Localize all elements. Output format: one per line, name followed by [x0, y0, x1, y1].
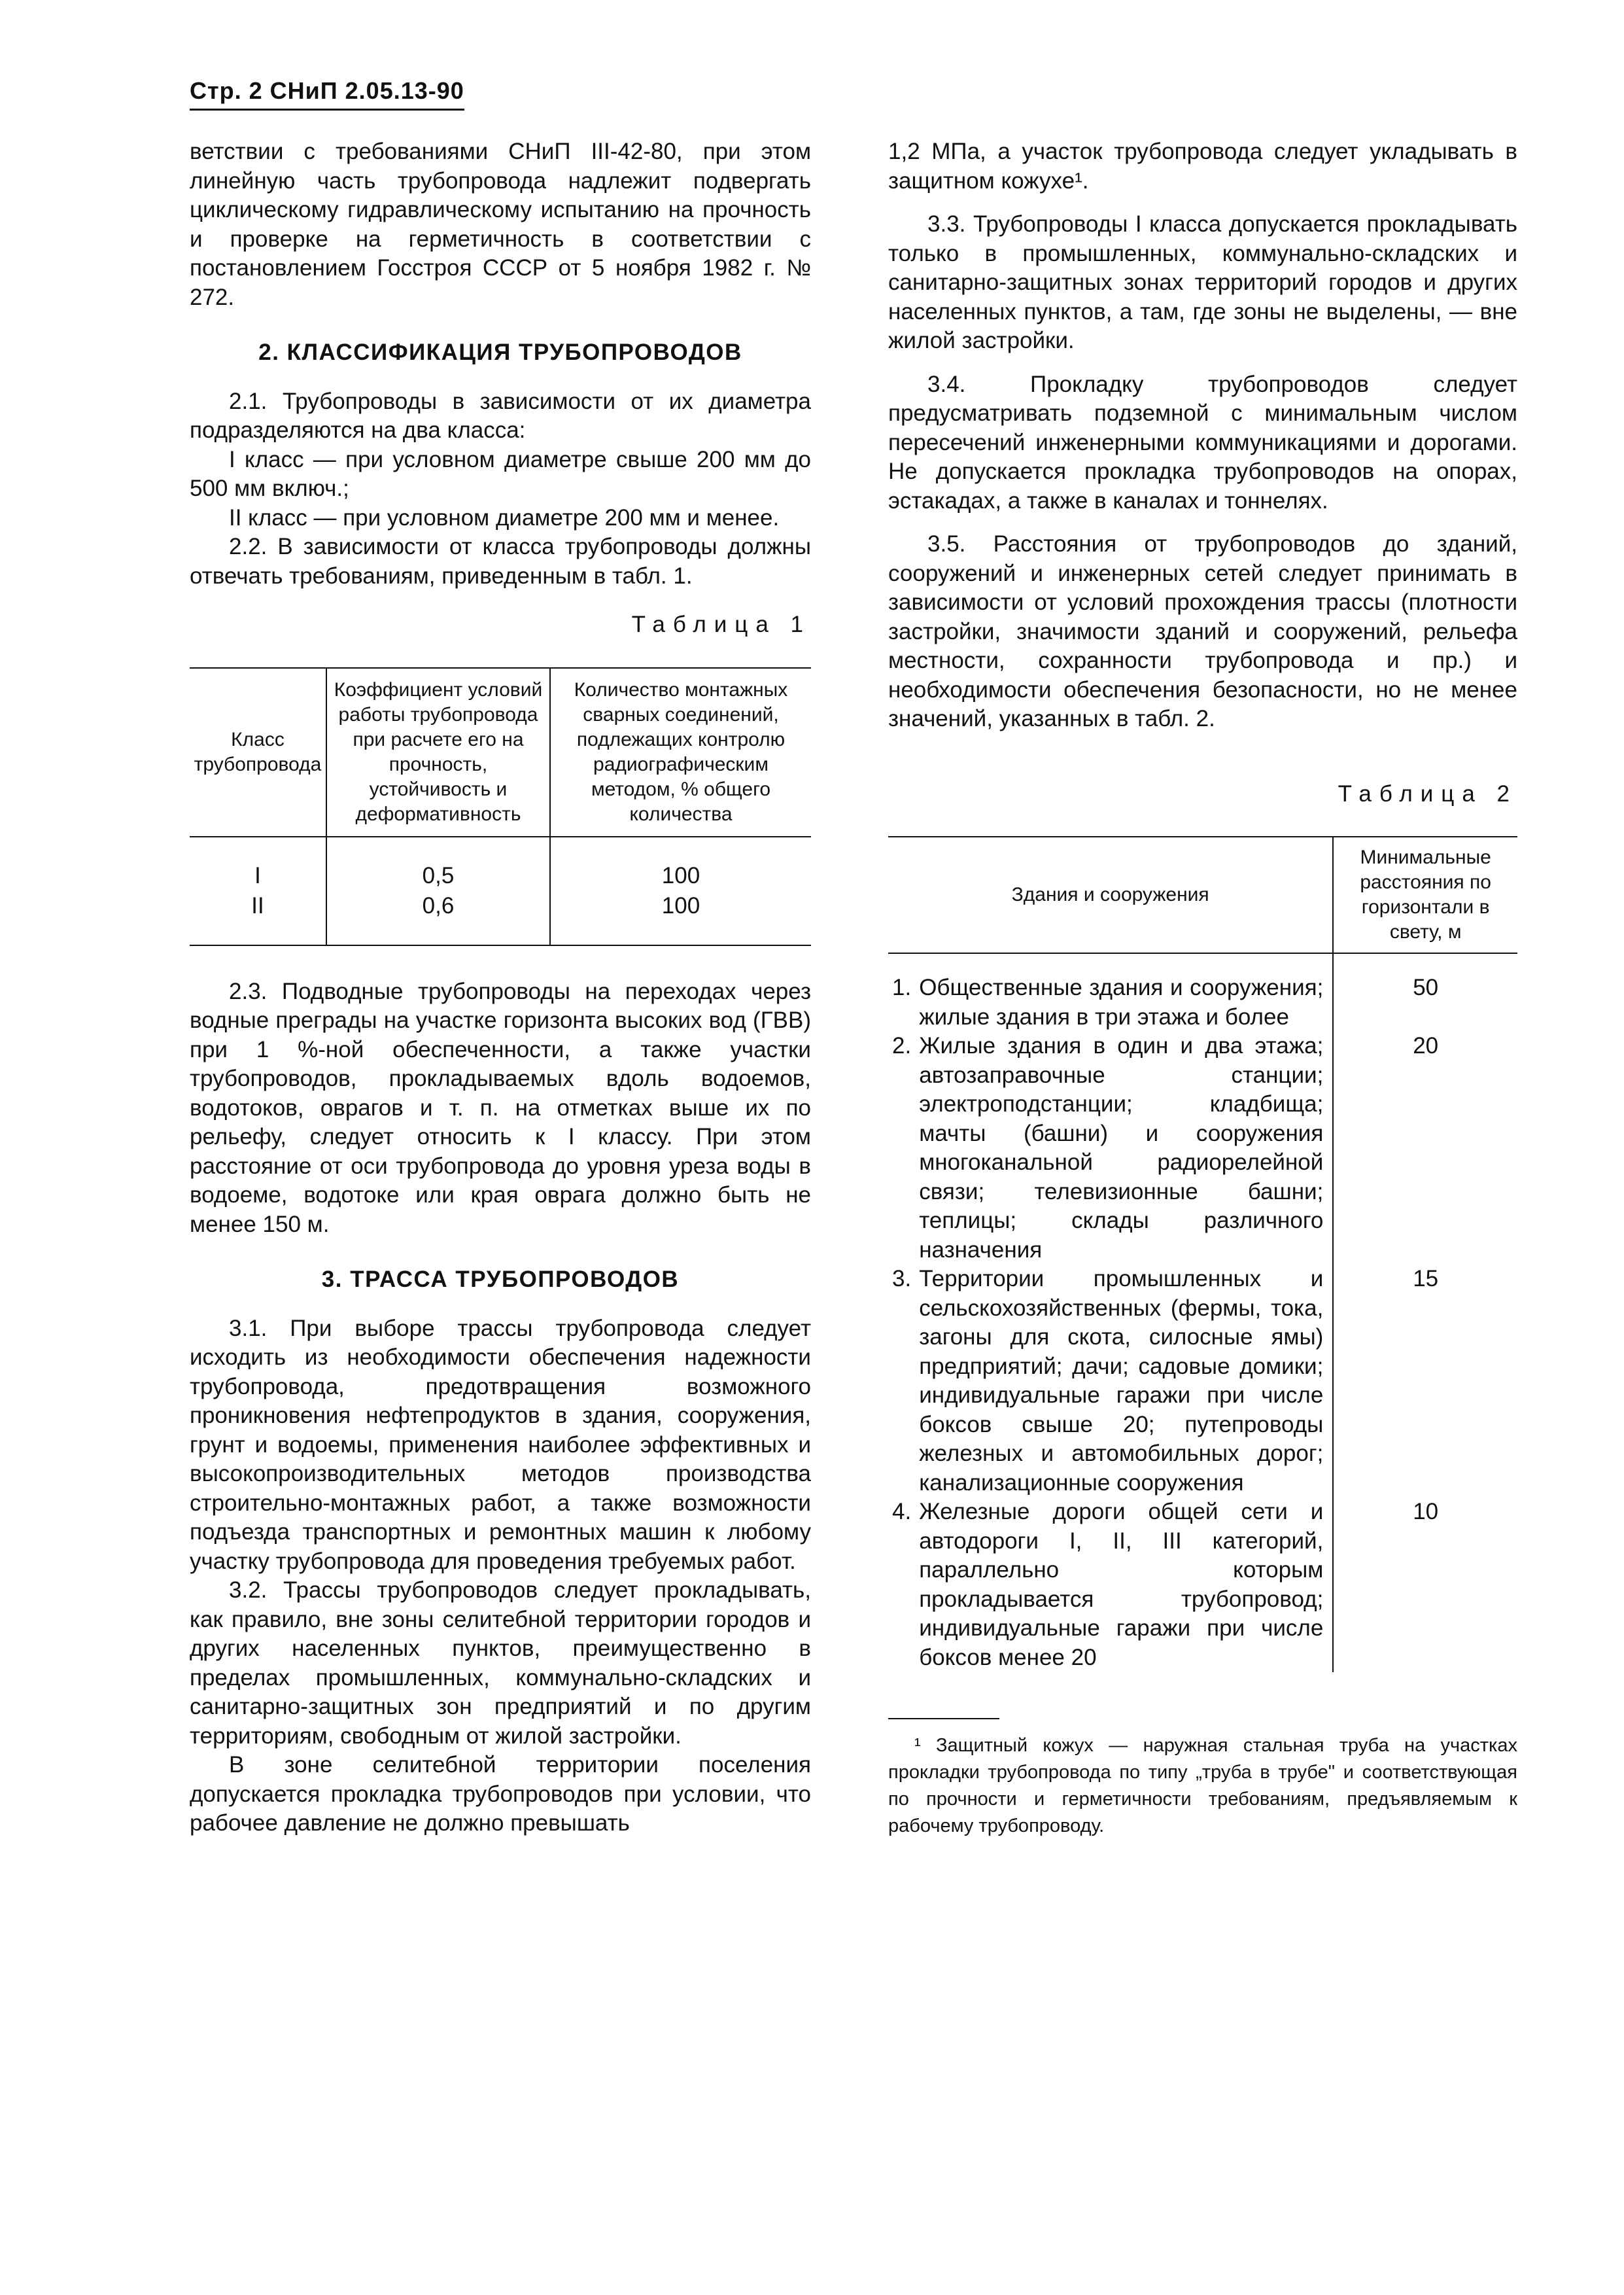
footnote: ¹ Защитный кожух — наружная стальная труба на участках прокладки трубопровода по типу „труба в трубе" и соответствующая по прочности и герметичности требованиям, предъявляемым к рабочему трубопроводу. — [888, 1735, 1517, 1836]
table-row — [888, 953, 1517, 1032]
paragraph-3-5: 3.5. Расстояния от трубопроводов до зданий, сооружений и инженерных сетей следует принимать в зависимости от условий прохождения трассы (плотности застройки, значимости зданий и сооружений, рельефа местности, сохранности трубопровода и пр.) и необходимости обеспечения безопасности, но не менее значений, указанных в табл. 2. — [888, 531, 1517, 731]
row-number: 2. — [892, 1033, 912, 1059]
right-column — [888, 137, 1517, 1840]
footnote-divider — [888, 1718, 999, 1719]
table-2 — [888, 836, 1517, 1672]
row-description: Территории промышленных и сельскохозяйственных (фермы, тока, загоны для скота, силосные ямы) предприятий; дачи; садовые домики; индивидуальные гаражи при числе боксов свыше 20; путепроводы железных и автомобильных дорог; канализационные сооружения — [919, 1266, 1324, 1496]
table-header-cell: Количество монтажных сварных соединений, подлежащих контролю радиографическим методом, % общего количества — [550, 668, 811, 837]
paragraph-2-2: 2.2. В зависимости от класса трубопроводы должны отвечать требованиям, приведенным в табл. 1. — [190, 534, 811, 589]
table-cell: 0,6 — [326, 891, 550, 945]
paragraph-class-1: I класс — при условном диаметре свыше 200 мм до 500 мм включ.; — [190, 446, 811, 501]
paragraph-3-2b: В зоне селитебной территории поселения допускается прокладка трубопроводов при условии, что рабочее давление не должно превышать — [190, 1752, 811, 1836]
paragraph-2-1: 2.1. Трубопроводы в зависимости от их диаметра подразделяются на два класса: — [190, 388, 811, 443]
page-header: Стр. 2 СНиП 2.05.13-90 — [190, 77, 464, 111]
table-row — [888, 1498, 1517, 1672]
table-header-cell: Минимальные расстояния по горизонтали в свету, м — [1333, 837, 1517, 953]
row-value: 20 — [1333, 1032, 1517, 1265]
section-heading-2: 2. КЛАССИФИКАЦИЯ ТРУБОПРОВОДОВ — [258, 340, 742, 365]
table-row — [190, 837, 811, 891]
table-cell: 100 — [550, 837, 811, 891]
row-number: 1. — [892, 975, 912, 1000]
paragraph-3-4: 3.4. Прокладку трубопроводов следует предусматривать подземной с минимальным числом пересечений инженерными коммуникациями и дорогами. Не допускается прокладка трубопроводов на опорах, эстакадах, а также в каналах и тоннелях. — [888, 371, 1517, 514]
table-cell: II — [190, 891, 326, 945]
table-row — [888, 1032, 1517, 1265]
table-header-row — [888, 837, 1517, 953]
table-1 — [190, 667, 811, 946]
paragraph-class-2: II класс — при условном диаметре 200 мм и менее. — [229, 504, 780, 531]
paragraph-3-2: 3.2. Трассы трубопроводов следует прокладывать, как правило, вне зоны селитебной территории городов и других населенных пунктов, преимущественно в пределах промышленных, коммунально-складских и санитарно-защитных зон предприятий и по другим территориям, свободным от жилой застройки. — [190, 1577, 811, 1749]
table-row — [190, 891, 811, 945]
table2-label: Таблица 2 — [1338, 780, 1517, 807]
row-number: 3. — [892, 1266, 912, 1291]
table1-label: Таблица 1 — [631, 612, 811, 637]
paragraph-continued: 1,2 МПа, а участок трубопровода следует укладывать в защитном кожухе¹. — [888, 139, 1517, 194]
table-header-cell: Класс трубопровода — [190, 668, 326, 837]
table-header-cell: Коэффициент условий работы трубопровода при расчете его на прочность, устойчивость и деформативность — [326, 668, 550, 837]
table-header-row — [190, 668, 811, 837]
table-cell: I — [254, 862, 261, 888]
row-value: 10 — [1333, 1498, 1517, 1672]
table-header-cell: Здания и сооружения — [888, 837, 1333, 953]
paragraph-2-3: 2.3. Подводные трубопроводы на переходах через водные преграды на участке горизонта высоких вод (ГВВ) при 1 %-ной обеспеченности, а также участки трубопроводов, прокладываемых вдоль водоемов, водотоков, оврагов и т. п. на отметках выше их по рельефу, следует относить к I классу. При этом расстояние от оси трубопровода до уровня уреза воды в водоеме, водотоке или края оврага должно быть не менее 150 м. — [190, 978, 811, 1237]
table-row — [888, 1265, 1517, 1498]
row-description: Железные дороги общей сети и автодороги I, II, III категорий, параллельно которым прокладывается трубопровод; индивидуальные гаражи при числе боксов менее 20 — [919, 1499, 1324, 1670]
table-cell: 100 — [550, 891, 811, 945]
table-cell: 0,5 — [326, 837, 550, 891]
row-value: 15 — [1333, 1265, 1517, 1498]
row-description: Общественные здания и сооружения; жилые здания в три этажа и более — [919, 975, 1324, 1030]
row-number: 4. — [892, 1499, 912, 1524]
paragraph-intro: ветствии с требованиями СНиП III-42-80, при этом линейную часть трубопровода надлежит подвергать циклическому гидравлическому испытанию на прочность и проверке на герметичность в соответствии с постановлением Госстроя СССР от 5 ноября 1982 г. № 272. — [190, 139, 811, 310]
section-heading-3: 3. ТРАССА ТРУБОПРОВОДОВ — [321, 1267, 680, 1292]
paragraph-3-3: 3.3. Трубопроводы I класса допускается прокладывать только в промышленных, коммунально-складских и санитарно-защитных зонах территорий городов и других населенных пунктов, а там, где зоны не выделены, — вне жилой застройки. — [888, 211, 1517, 353]
left-column — [190, 137, 811, 1838]
paragraph-3-1: 3.1. При выборе трассы трубопровода следует исходить из необходимости обеспечения надежности трубопровода, предотвращения возможного проникновения нефтепродуктов в здания, сооружения, грунт и водоемы, применения наиболее эффективных и высокопроизводительных методов производства строительно-монтажных работ, а также возможности подъезда транспортных и ремонтных машин к любому участку трубопровода для проведения требуемых работ. — [190, 1315, 811, 1574]
row-description: Жилые здания в один и два этажа; автозаправочные станции; электроподстанции; кладбища; мачты (башни) и сооружения многоканальной радиорелейной связи; телевизионные башни; теплицы; склады различного назначения — [919, 1033, 1324, 1263]
row-value: 50 — [1333, 953, 1517, 1032]
